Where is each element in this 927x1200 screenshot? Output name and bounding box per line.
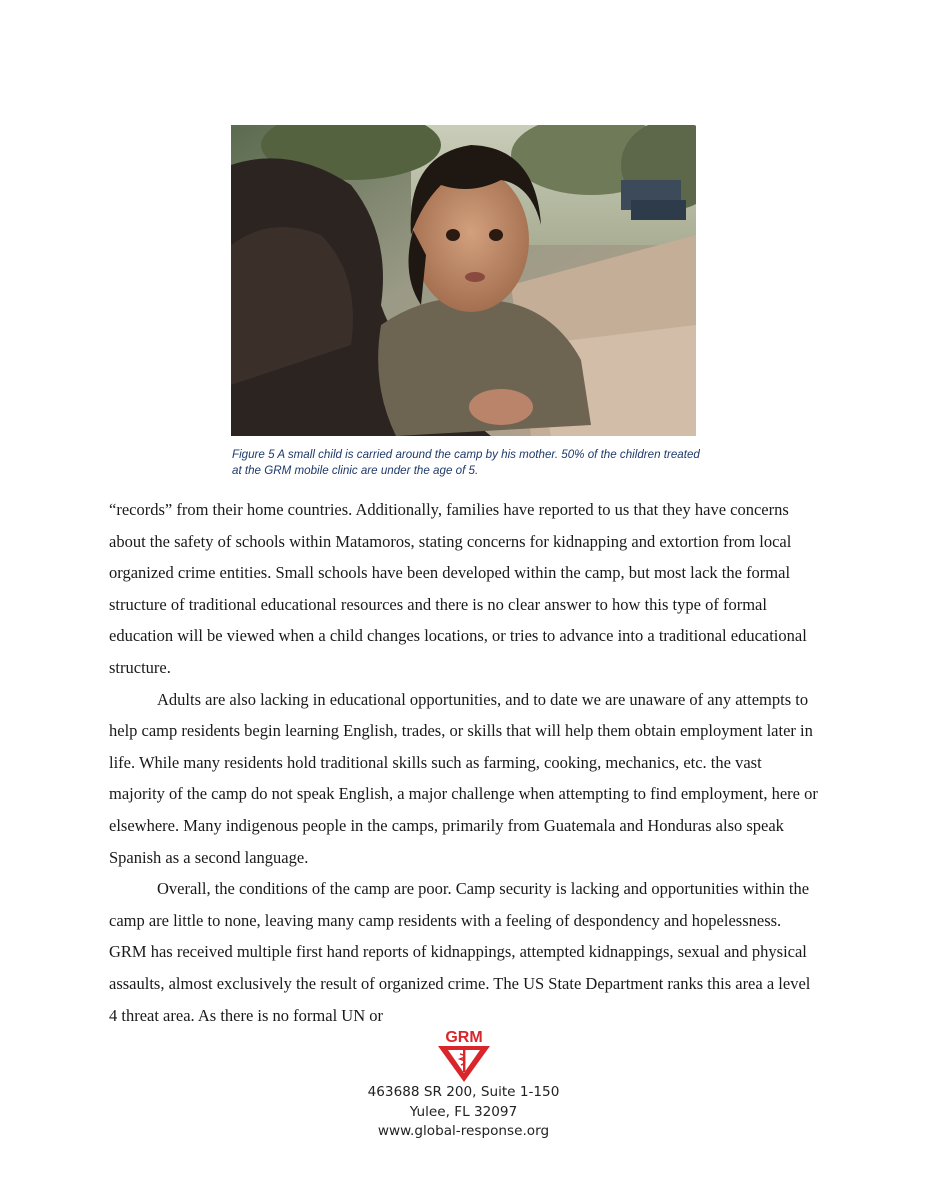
- photo-illustration: [231, 125, 696, 436]
- address-line-1: 463688 SR 200, Suite 1-150: [367, 1084, 560, 1100]
- child-photo: [231, 125, 696, 436]
- website-link[interactable]: www.global-response.org: [377, 1123, 550, 1139]
- body-text: [109, 494, 821, 1031]
- logo-text: GRM: [445, 1029, 483, 1046]
- grm-logo: [436, 1027, 492, 1083]
- address-line-2: Yulee, FL 32097: [409, 1103, 518, 1120]
- paragraph-3: Overall, the conditions of the camp are poor. Camp security is lacking and opportunities within the camp are little to none, leaving many camp residents with a feeling of despondency and hopelessness. GRM has received multiple first hand reports of kidnappings, attempted kidnappings, sexual and physical assaults, almost exclusively the result of organized crime. The US State Department ranks this area a level 4 threat area. As there is no formal UN or: [109, 879, 811, 1025]
- paragraph-1: “records” from their home countries. Additionally, families have reported to us that they have concerns about the safety of schools within Matamoros, stating concerns for kidnapping and extortion from local organized crime entities. Small schools have been developed within the camp, but most lack the formal structure of traditional educational resources and there is no clear answer to how this type of formal education will be viewed when a child changes locations, or tries to advance into a traditional educational structure.: [109, 500, 807, 677]
- grm-logo-icon: [436, 1027, 492, 1083]
- footer-address: [0, 1083, 927, 1142]
- paragraph-2: Adults are also lacking in educational opportunities, and to date we are unaware of any attempts to help camp residents begin learning English, trades, or skills that will help them obtain employment later in life. While many residents hold traditional skills such as farming, cooking, mechanics, etc. the vast majority of the camp do not speak English, a major challenge when attempting to find employment, here or elsewhere. Many indigenous people in the camps, primarily from Guatemala and Honduras also speak Spanish as a second language.: [109, 689, 818, 867]
- figure-caption: Figure 5 A small child is carried around the camp by his mother. 50% of the children treated at the GRM mobile clinic are under the age of 5.: [232, 448, 700, 477]
